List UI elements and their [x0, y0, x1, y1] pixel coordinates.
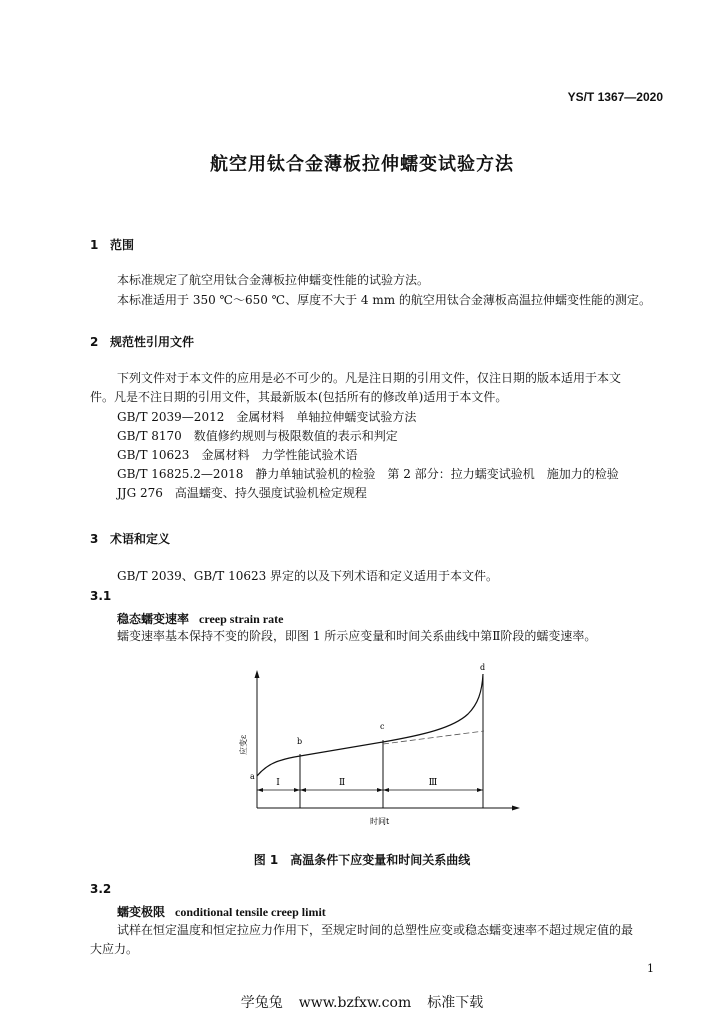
- section-number: 3: [90, 532, 99, 546]
- dim-arrow-icon: [377, 788, 383, 792]
- footer-site-name: 学兔兔: [240, 995, 283, 1011]
- dim-arrow-icon: [477, 788, 483, 792]
- section-3-heading: [90, 530, 170, 547]
- point-label-a: a: [250, 772, 255, 781]
- term-chinese: 蠕变极限: [117, 905, 166, 919]
- section-1-paragraph-1: 本标准规定了航空用钛合金薄板拉伸蠕变性能的试验方法。: [117, 273, 430, 287]
- stage-label-3: Ⅲ: [428, 778, 438, 788]
- point-label-d: d: [480, 663, 486, 672]
- watermark-footer: [0, 992, 724, 1012]
- section-title: 术语和定义: [110, 532, 171, 546]
- section-2-intro: [90, 369, 662, 407]
- dim-arrow-icon: [294, 788, 300, 792]
- stage-label-2: Ⅱ: [338, 778, 346, 788]
- document-title: 航空用钛合金薄板拉伸蠕变试验方法: [210, 154, 514, 175]
- stage-label-1: Ⅰ: [276, 778, 280, 788]
- reference-item: GB/T 8170 数值修约规则与极限数值的表示和判定: [117, 429, 398, 443]
- reference-item: GB/T 10623 金属材料 力学性能试验术语: [117, 448, 358, 462]
- y-axis-arrow-icon: [255, 670, 260, 678]
- term-3-2-definition: [90, 921, 662, 959]
- reference-item: JJG 276 高温蠕变、持久强度试验机检定规程: [117, 486, 367, 500]
- footer-url[interactable]: www.bzfxw.com: [298, 995, 412, 1011]
- dim-arrow-icon: [383, 788, 389, 792]
- section-1-heading: [90, 236, 134, 253]
- term-english: creep strain rate: [199, 612, 284, 626]
- section-title: 规范性引用文件: [110, 335, 195, 349]
- definition-line-2: 大应力。: [90, 942, 139, 956]
- reference-list: [117, 408, 619, 503]
- creep-curve: [257, 674, 483, 776]
- section-title: 范围: [110, 238, 135, 252]
- intro-line-2: 件。凡是不注日期的引用文件，其最新版本(包括所有的修改单)适用于本文件。: [90, 390, 508, 404]
- page-number: 1: [647, 962, 654, 975]
- term-3-1-title: [117, 610, 283, 627]
- intro-line-1: 下列文件对于本文件的应用是必不可少的。凡是注日期的引用文件，仅注日期的版本适用于本文: [117, 371, 622, 385]
- point-label-b: b: [297, 737, 303, 746]
- term-3-2-title: [117, 903, 326, 920]
- term-3-1-definition: 蠕变速率基本保持不变的阶段，即图 1 所示应变量和时间关系曲线中第Ⅱ阶段的蠕变速率。: [117, 629, 597, 643]
- reference-item: GB/T 2039—2012 金属材料 单轴拉伸蠕变试验方法: [117, 410, 417, 424]
- term-3-1-number: 3.1: [90, 589, 112, 603]
- dim-arrow-icon: [257, 788, 263, 792]
- section-number: 1: [90, 238, 99, 252]
- section-1-paragraph-2: 本标准适用于 350 ℃～650 ℃、厚度不大于 4 mm 的航空用钛合金薄板高温拉伸蠕变性能的测定。: [117, 293, 651, 307]
- figure-number: 图 1: [253, 853, 279, 867]
- point-label-c: c: [380, 722, 385, 731]
- creep-curve-figure: [239, 658, 524, 838]
- section-number: 2: [90, 335, 99, 349]
- reference-item: GB/T 16825.2—2018 静力单轴试验机的检验 第 2 部分：拉力蠕变试验机 施加力的检验: [117, 467, 619, 481]
- y-axis-label: 应变ε: [239, 734, 248, 755]
- dim-arrow-icon: [300, 788, 306, 792]
- figure-caption-text: 高温条件下应变量和时间关系曲线: [290, 853, 471, 867]
- section-3-intro: GB/T 2039、GB/T 10623 界定的以及下列术语和定义适用于本文件。: [117, 569, 499, 583]
- steady-state-extrapolation: [383, 731, 484, 744]
- term-english: conditional tensile creep limit: [175, 905, 326, 919]
- x-axis-arrow-icon: [512, 806, 520, 811]
- figure-caption: [0, 851, 724, 868]
- footer-tagline: 标准下载: [427, 995, 484, 1011]
- term-3-2-number: 3.2: [90, 882, 112, 896]
- x-axis-label: 时间t: [370, 817, 390, 826]
- term-chinese: 稳态蠕变速率: [117, 612, 190, 626]
- definition-line-1: 试样在恒定温度和恒定拉应力作用下，至规定时间的总塑性应变或稳态蠕变速率不超过规定值的最: [117, 923, 634, 937]
- section-2-heading: [90, 333, 194, 350]
- standard-code: YS/T 1367—2020: [567, 90, 663, 104]
